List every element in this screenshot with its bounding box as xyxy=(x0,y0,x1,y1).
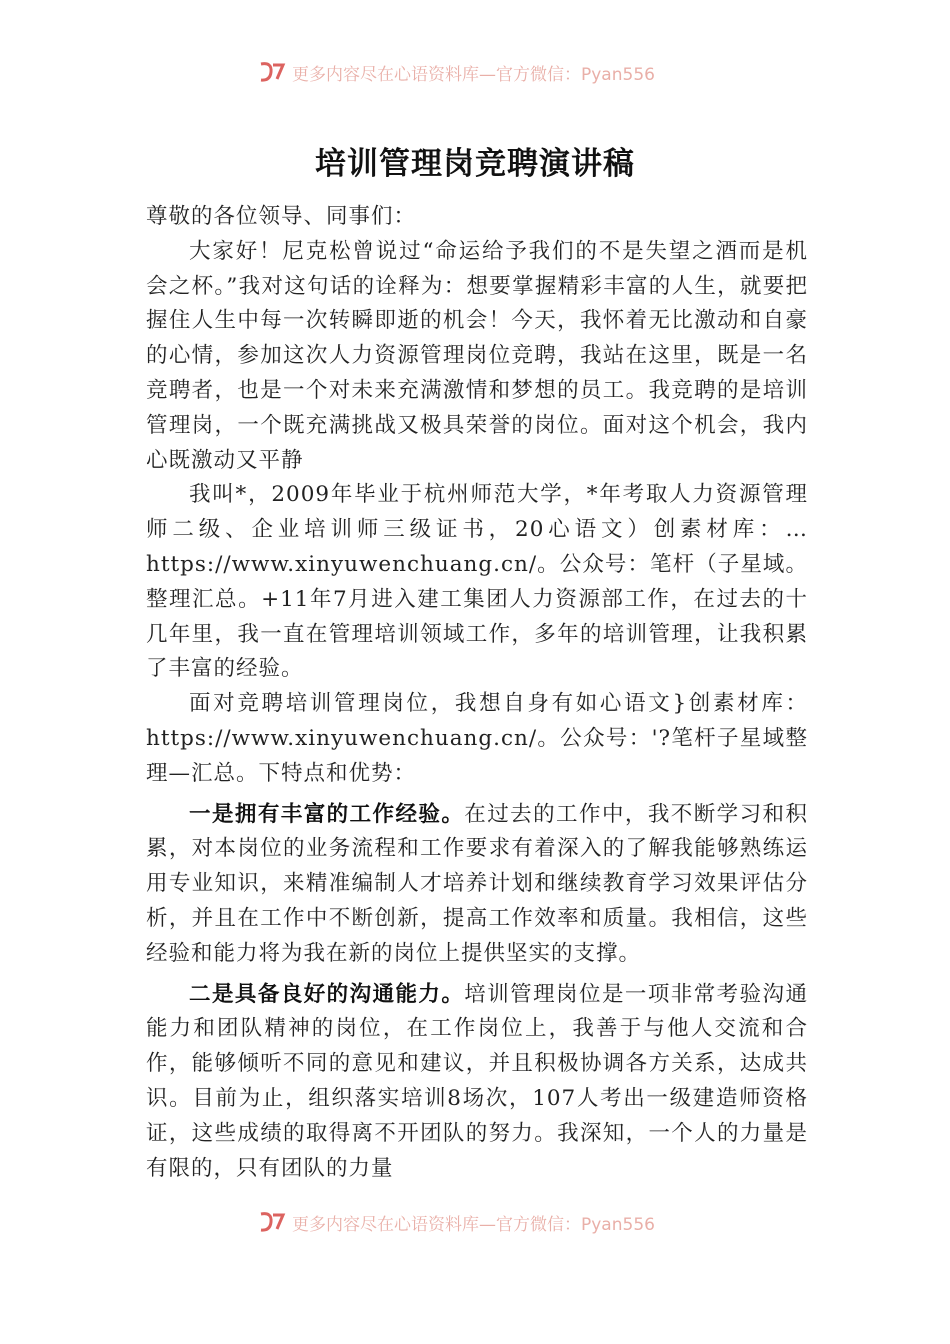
watermark-text: 更多内容尽在心语资料库—官方微信：Pyan556 xyxy=(292,1214,655,1235)
paragraph xyxy=(146,798,808,972)
document-body xyxy=(146,200,808,1186)
paragraph-text: 在过去的工作中，我不断学习和积累，对本岗位的业务流程和工作要求有着深入的了解我能够熟练运用专业知识，来精准编制人才培养计划和继续教育学习效果评估分析，并且在工作中不断创新，提高工作效率和质量。我相信，这些经验和能力将为我在新的岗位上提供坚实的支撑。 xyxy=(146,801,808,966)
greeting: 尊敬的各位领导、同事们： xyxy=(146,204,417,229)
paragraph-text: 面对竞聘培训管理岗位，我想自身有如心语文}创素材库：https://www.xinyuwenchuang.cn/。公众号：'?笔杆子星域整理—汇总。下特点和优势： xyxy=(146,691,808,786)
watermark-text: 更多内容尽在心语资料库—官方微信：Pyan556 xyxy=(292,64,655,85)
paragraph-lead: 二是具备良好的沟通能力。 xyxy=(189,981,465,1007)
paragraph-text: 大家好！尼克松曾说过“命运给予我们的不是失望之酒而是机会之杯。”我对这句话的诠释为：想要掌握精彩丰富的人生，就要把握住人生中每一次转瞬即逝的机会！今天，我怀着无比激动和自豪的心情，参加这次人力资源管理岗位竞聘，我站在这里，既是一名竞聘者，也是一个对未来充满激情和梦想的员工。我竞聘的是培训管理岗，一个既充满挑战又极具荣誉的岗位。面对这个机会，我内心既激动又平静 xyxy=(146,238,808,473)
brand-logo-icon xyxy=(258,61,286,83)
paragraph xyxy=(146,235,808,479)
brand-logo-icon xyxy=(258,1211,286,1233)
paragraph xyxy=(146,687,808,791)
document-title: 培训管理岗竞聘演讲稿 xyxy=(315,146,635,182)
paragraph xyxy=(146,978,808,1187)
paragraph xyxy=(146,478,808,687)
paragraph-text: 培训管理岗位是一项非常考验沟通能力和团队精神的岗位，在工作岗位上，我善于与他人交流和合作，能够倾听不同的意见和建议，并且积极协调各方关系，达成共识。目前为止，组织落实培训8场次，107人考出一级建造师资格证，这些成绩的取得离不开团队的努力。我深知，一个人的力量是有限的，只有团队的力量 xyxy=(146,981,808,1181)
footer-watermark xyxy=(258,1210,738,1234)
header-watermark xyxy=(258,60,738,84)
paragraph-lead: 一是拥有丰富的工作经验。 xyxy=(189,801,465,827)
paragraph-text: 我叫*，2009年毕业于杭州师范大学，*年考取人力资源管理师二级、企业培训师三级证书，20心语文）创素材库：…https://www.xinyuwenchuang.cn/。公众号：笔杆（子星域。整理汇总。+11年7月进入建工集团人力资源部工作，在过去的十几年里，我一直在管理培训领域工作，多年的培训管理，让我积累了丰富的经验。 xyxy=(146,482,808,682)
